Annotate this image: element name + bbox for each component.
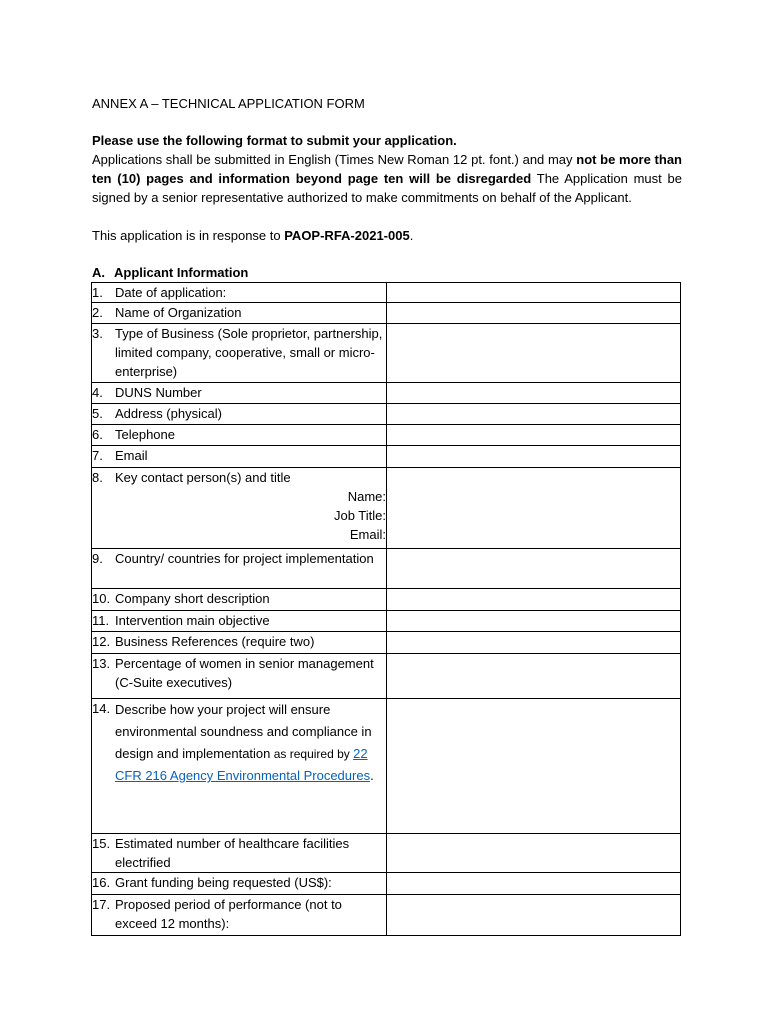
table-row [92,834,681,873]
document-page [92,94,682,936]
contact-subfields [92,487,386,544]
row-label [92,873,386,892]
row-number: 7. [92,448,103,463]
row-label-cell [92,383,387,404]
row-label [92,468,386,487]
row-number: 2. [92,305,103,320]
answer-field[interactable] [387,834,681,873]
row-label [92,446,386,465]
row-label-cell [92,589,387,611]
row-number: 12. [92,634,111,649]
table-row [92,873,681,895]
answer-field[interactable] [387,303,681,324]
row-label-cell [92,404,387,425]
table-row [92,589,681,611]
row-number: 9. [92,551,103,566]
row-label-text: Estimated number of healthcare facilities electrified [115,836,350,870]
row-label-cell [92,446,387,468]
rfa-reference-end: . [409,228,414,243]
table-row [92,324,681,383]
required-by-text: as required by [270,747,354,761]
row-number: 1. [92,285,103,300]
row-label-text: Grant funding being requested (US$): [115,875,332,890]
row-label-cell [92,873,387,895]
row-label-text: Date of application: [115,285,227,300]
row-label-text: Name of Organization [115,305,242,320]
row-label-text: Key contact person(s) and title [115,470,291,485]
row-number: 14. [92,701,111,716]
instructions-paragraph [92,150,682,207]
table-row [92,699,681,834]
row-label-cell [92,283,387,303]
row-number: 6. [92,427,103,442]
row-label-text: Telephone [115,427,175,442]
row-label-cell [92,549,387,589]
row-number: 5. [92,406,103,421]
instructions-text: Applications shall be submitted in English (Times New Roman 12 pt. font.) and may [92,152,577,167]
row-label-cell [92,699,387,834]
row-label-text: Country/ countries for project implementation [115,551,374,566]
row-number: 13. [92,656,111,671]
row-number: 10. [92,591,111,606]
row-label [92,324,386,381]
environmental-compliance-text: Describe how your project will ensure environmental soundness and compliance in design and implementation [115,702,372,761]
page-title: ANNEX A – TECHNICAL APPLICATION FORM [92,96,365,111]
answer-field[interactable] [387,324,681,383]
row-number: 3. [92,326,103,341]
rfa-reference-line [92,226,682,245]
instructions-heading: Please use the following format to submit your application. [92,133,457,148]
section-a-heading [92,263,682,282]
row-number: 17. [92,897,111,912]
answer-field[interactable] [387,383,681,404]
answer-field[interactable] [387,873,681,895]
row-label-cell [92,468,387,549]
row-label [92,283,386,302]
table-row [92,283,681,303]
table-row [92,404,681,425]
table-row [92,446,681,468]
row-label-text: DUNS Number [115,385,202,400]
rfa-reference-intro: This application is in response to [92,228,285,243]
table-row [92,632,681,654]
section-letter: A. [92,265,105,280]
row-label-text: Intervention main objective [115,613,270,628]
row-label [92,611,386,630]
row-label-text: Type of Business (Sole proprietor, partnership, limited company, cooperative, small or micro-enterprise) [115,326,383,379]
contact-subfield-label: Name: [347,489,386,504]
row-label [92,303,386,322]
row-label-cell [92,632,387,654]
signature-requirement-text: The Application must be signed by a senior representative authorized to make commitments on behalf of the Applicant. [92,171,683,205]
row-label [92,699,386,787]
row-number: 8. [92,470,103,485]
answer-field[interactable] [387,446,681,468]
row-label-text: Business References (require two) [115,634,315,649]
contact-subfield-label: Job Title: [333,508,386,523]
row-label-cell [92,303,387,324]
rfa-number: PAOP-RFA-2021-005 [284,228,410,243]
row-label-cell [92,324,387,383]
row-label [92,632,386,651]
answer-field[interactable] [387,895,681,936]
page-limit-text: not be more than ten (10) pages and information beyond page ten will be disregarded [92,152,682,186]
section-title: Applicant Information [114,265,249,280]
contact-subfield-label: Email: [349,527,386,542]
answer-field[interactable] [387,589,681,611]
table-row [92,383,681,404]
row-label [92,895,386,933]
row-label-cell [92,895,387,936]
row-label [92,404,386,423]
table-row [92,303,681,324]
row-label-text [115,699,386,787]
table-row [92,468,681,549]
row-label-cell [92,611,387,632]
answer-field[interactable] [387,468,681,549]
row-label [92,425,386,444]
row-label-text: Percentage of women in senior management (C-Suite executives) [115,656,374,690]
row-label-cell [92,834,387,873]
answer-field[interactable] [387,611,681,632]
table-row [92,425,681,446]
answer-field[interactable] [387,654,681,699]
row-label [92,834,386,872]
applicant-info-table [91,282,681,936]
row-label-cell [92,425,387,446]
row-label-cell [92,654,387,699]
answer-field[interactable] [387,425,681,446]
answer-field[interactable] [387,404,681,425]
row-label [92,383,386,402]
row-label [92,654,386,692]
answer-field[interactable] [387,632,681,654]
row-label [92,589,386,608]
table-row [92,611,681,632]
answer-field[interactable] [387,699,681,834]
answer-field[interactable] [387,283,681,303]
row-label [92,549,386,568]
row-number: 11. [92,613,110,628]
row-number: 16. [92,875,111,890]
row-number: 4. [92,385,103,400]
cfr-216-link[interactable]: 22 CFR 216 Agency Environmental Procedures [115,746,371,783]
answer-field[interactable] [387,549,681,589]
table-row [92,895,681,936]
row-label-text: Email [115,448,148,463]
table-row [92,549,681,589]
label-end: . [370,768,374,783]
row-number: 15. [92,836,111,851]
row-label-text: Address (physical) [115,406,222,421]
table-row [92,654,681,699]
row-label-text: Proposed period of performance (not to exceed 12 months): [115,897,342,931]
row-label-text: Company short description [115,591,270,606]
